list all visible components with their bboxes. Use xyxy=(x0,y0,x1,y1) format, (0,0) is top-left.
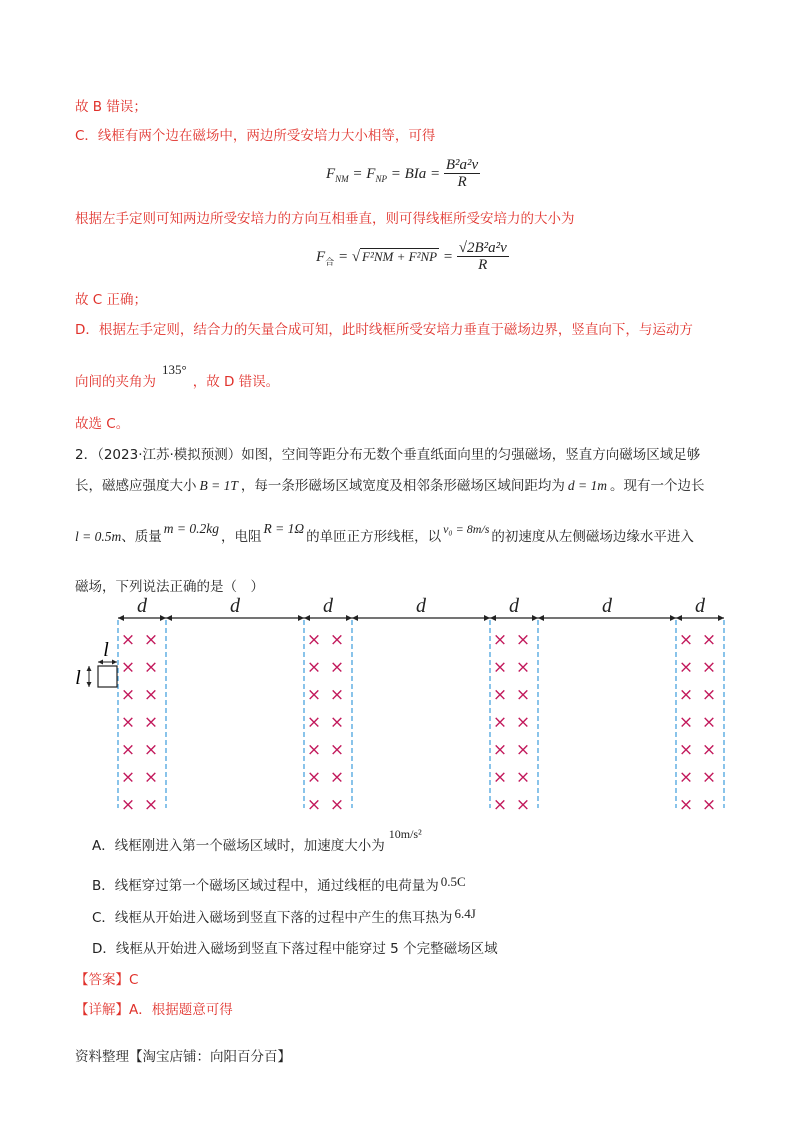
field-cross-mark: × xyxy=(492,685,508,705)
label-d: d xyxy=(695,595,705,617)
square-loop xyxy=(98,666,117,687)
field-cross-mark: × xyxy=(120,657,136,678)
field-cross-mark: × xyxy=(329,712,345,733)
field-cross-mark: × xyxy=(143,685,159,705)
field-cross-mark: × xyxy=(515,630,531,650)
field-cross-mark: × xyxy=(306,630,322,650)
field-cross-mark: × xyxy=(329,657,345,678)
field-cross-mark: × xyxy=(120,685,136,705)
field-cross-mark: × xyxy=(329,767,345,788)
label-d: d xyxy=(416,595,426,617)
field-cross-mark: × xyxy=(701,740,717,760)
field-cross-mark: × xyxy=(678,630,694,650)
field-cross-mark: × xyxy=(678,767,694,788)
c-rule-line: 根据左手定则可知两边所受安培力的方向互相垂直，则可得线框所受安培力的大小为 xyxy=(75,211,575,227)
field-cross-mark: × xyxy=(306,657,322,678)
question-line-4: 磁场，下列说法正确的是（ ） xyxy=(75,579,264,595)
field-cross-mark: × xyxy=(306,795,322,815)
footer-text: 资料整理【淘宝店铺：向阳百分百】 xyxy=(75,1049,291,1065)
field-cross-mark: × xyxy=(306,767,322,788)
b-wrong-line: 故 B 错误； xyxy=(75,99,147,115)
field-cross-mark: × xyxy=(701,630,717,650)
field-cross-mark: × xyxy=(492,740,508,760)
field-cross-mark: × xyxy=(515,740,531,760)
field-cross-mark: × xyxy=(701,657,717,678)
d-line-1: D．根据左手定则，结合力的矢量合成可知，此时线框所受安培力垂直于磁场边界，竖直向下，与运动方 xyxy=(75,322,693,338)
choose-line: 故选 C。 xyxy=(75,416,130,432)
field-cross-mark: × xyxy=(306,740,322,760)
field-cross-mark: × xyxy=(120,795,136,815)
label-d: d xyxy=(137,595,147,617)
label-d: d xyxy=(230,595,240,617)
field-cross-mark: × xyxy=(492,712,508,733)
field-cross-mark: × xyxy=(329,630,345,650)
field-cross-mark: × xyxy=(678,740,694,760)
field-cross-mark: × xyxy=(515,767,531,788)
field-cross-mark: × xyxy=(678,795,694,815)
field-cross-mark: × xyxy=(120,740,136,760)
label-d: d xyxy=(509,595,519,617)
option-b: B．线框穿过第一个磁场区域过程中，通过线框的电荷量为 0.5C xyxy=(92,874,466,894)
label-l-horizontal: l xyxy=(103,639,109,661)
question-line-1: 2．（2023·江苏·模拟预测）如图，空间等距分布无数个垂直纸面向里的匀强磁场，竖直方向磁场区域足够 xyxy=(75,447,701,463)
field-cross-mark: × xyxy=(515,795,531,815)
field-cross-mark: × xyxy=(678,712,694,733)
field-cross-mark: × xyxy=(701,685,717,705)
formula-resultant-force: $F_合$ = √ F²NM + F²NP = $\frac{\text{√2B²a²v}}{R}$ xyxy=(316,240,507,273)
field-cross-mark: × xyxy=(678,685,694,705)
field-cross-mark: × xyxy=(120,712,136,733)
field-cross-mark: × xyxy=(120,630,136,650)
question-line-2: 长，磁感应强度大小 B = 1T ，每一条形磁场区域宽度及相邻条形磁场区域间距均为 d = 1m 。现有一个边长 xyxy=(75,478,705,494)
option-a: A．线框刚进入第一个磁场区域时，加速度大小为10m/s² xyxy=(92,827,422,854)
field-cross-mark: × xyxy=(143,740,159,760)
field-cross-mark: × xyxy=(329,685,345,705)
field-cross-mark: × xyxy=(515,712,531,733)
field-cross-mark: × xyxy=(143,767,159,788)
field-cross-mark: × xyxy=(120,767,136,788)
field-cross-mark: × xyxy=(143,795,159,815)
field-cross-mark: × xyxy=(492,767,508,788)
answer-line: 【答案】C xyxy=(75,972,139,988)
field-cross-mark: × xyxy=(701,767,717,788)
label-l-vertical: l xyxy=(75,667,81,689)
label-d: d xyxy=(323,595,333,617)
field-cross-mark: × xyxy=(329,795,345,815)
field-cross-mark: × xyxy=(306,685,322,705)
field-cross-mark: × xyxy=(701,795,717,815)
c-correct-line: 故 C 正确； xyxy=(75,292,148,308)
option-c: C．线框从开始进入磁场到竖直下落的过程中产生的焦耳热为 6.4J xyxy=(92,906,476,926)
field-cross-mark: × xyxy=(329,740,345,760)
field-cross-mark: × xyxy=(515,657,531,678)
option-d: D．线框从开始进入磁场到竖直下落过程中能穿过 5 个完整磁场区域 xyxy=(92,941,498,957)
field-cross-mark: × xyxy=(492,630,508,650)
field-cross-mark: × xyxy=(492,795,508,815)
formula-force-equal: $F_{NM} = F_{NP}$ = BIa = $\frac{\text{B²a²v}}{R}$ xyxy=(326,157,479,190)
question-line-3: l = 0.5m、质量m = 0.2kg，电阻R = 1Ω的单匝正方形线框，以 v₀ = 8m/s 的初速度从左侧磁场边缘水平进入 xyxy=(75,521,694,545)
field-cross-mark: × xyxy=(306,712,322,733)
field-cross-mark: × xyxy=(143,712,159,733)
field-cross-mark: × xyxy=(143,630,159,650)
label-d: d xyxy=(602,595,612,617)
field-cross-mark: × xyxy=(701,712,717,733)
field-cross-mark: × xyxy=(515,685,531,705)
detail-line: 【详解】A．根据题意可得 xyxy=(75,1002,233,1018)
d-line-2: 向间的夹角为135°，故 D 错误。 xyxy=(75,362,280,390)
c-intro-line: C．线框有两个边在磁场中，两边所受安培力大小相等，可得 xyxy=(75,128,436,144)
field-cross-mark: × xyxy=(492,657,508,678)
field-cross-mark: × xyxy=(678,657,694,678)
field-cross-mark: × xyxy=(143,657,159,678)
magnetic-field-diagram xyxy=(70,595,717,815)
